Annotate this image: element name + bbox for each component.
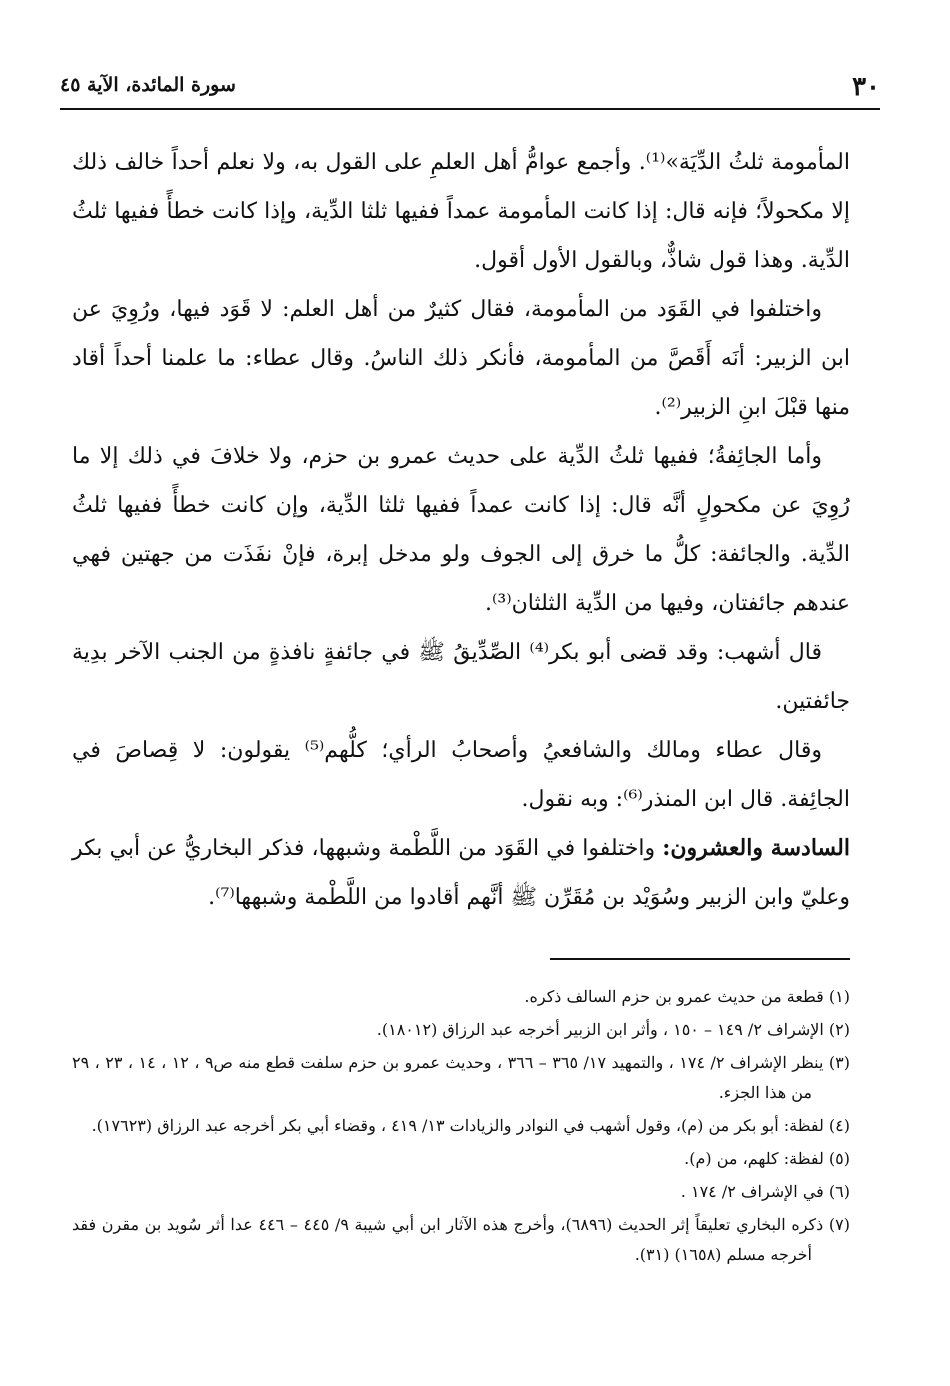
running-title: سورة المائدة، الآية ٤٥ [60, 74, 236, 96]
paragraph: المأمومة ثلثُ الدِّيَة»⁽¹⁾. وأجمع عوامُّ أهل العلمِ على القول به، ولا نعلم أحداً خالف ذلك إلا مكحولاً؛ فإنه قال: إذا كانت المأمومة عمداً ففيها ثلثا الدِّية، وإذا كانت خطأً ففيها ثلثُ الدِّية. وهذا قول شاذٌّ، وبالقول الأول أقول. [72, 150, 851, 273]
footnote: (٤) لفظة: أبو بكر من (م)، وقول أشهب في النوادر والزيادات ١٣/ ٤١٩ ، وقضاء أبي بكر أخرجه عبد الرزاق (١٧٦٢٣). [91, 1116, 850, 1135]
footnote: (٦) في الإشراف ٢/ ١٧٤ . [680, 1182, 850, 1201]
paragraph: وأما الجائِفةُ؛ ففيها ثلثُ الدِّية على حديث عمرو بن حزم، ولا خلافَ في ذلك إلا ما رُوِيَ عن مكحولٍ أنَّه قال: إذا كانت عمداً ففيها ثلثا الدِّية، وإن كانت خطأً ففيها ثلثُ الدِّية. والجائفة: كلُّ ما خرق إلى الجوف ولو مدخل إبرة، فإنْ نفَذَت من جهتين فهي عندهم جائفتان، وفيها من الدِّية الثلثان⁽³⁾. [72, 444, 850, 616]
page-number: ٣٠ [852, 72, 880, 102]
section-heading: السادسة والعشرون: [662, 835, 850, 861]
footnote: (٢) الإشراف ٢/ ١٤٩ – ١٥٠ ، وأثر ابن الزبير أخرجه عبد الرزاق (١٨٠١٢). [376, 1020, 850, 1039]
paragraph: واختلفوا في القَوَد من المأمومة، فقال كثيرٌ من أهل العلم: لا قَوَد فيها، ورُوِيَ عن ابن الزبير: أنَه أَقَصَّ من المأمومة، فأنكر ذلك الناسُ. وقال عطاء: ما علمنا أحداً أقاد منها قبْلَ ابنِ الزبير⁽²⁾. [72, 297, 850, 420]
footnotes [72, 982, 850, 1273]
header-rule [60, 108, 880, 110]
footnote: (٥) لفظة: كلهم، من (م). [684, 1149, 850, 1168]
footnote: (٣) ينظر الإشراف ٢/ ١٧٤ ، والتمهيد ١٧/ ٣٦٥ – ٣٦٦ ، وحديث عمرو بن حزم سلفت قطع منه ص٩ ، ١٢ ، ١٤ ، ٢٣ ، ٢٩ من هذا الجزء. [72, 1053, 850, 1102]
footnote: (١) قطعة من حديث عمرو بن حزم السالف ذكره. [524, 987, 850, 1006]
footnote-divider [550, 958, 850, 960]
paragraph [72, 824, 850, 922]
main-text [72, 138, 850, 922]
paragraph: قال أشهب: وقد قضى أبو بكر⁽⁴⁾ الصِّدِّيقُ ﷺ في جائفةٍ نافذةٍ من الجنب الآخر بدِية جائفتين. [72, 640, 850, 714]
section-text: واختلفوا في القَوَد من اللَّطْمة وشبهها، فذكر البخاريُّ عن أبي بكر وعليّ وابن الزبير وسُوَيْد بن مُقَرِّن ﷺ أنَّهم أقادوا من اللَّطْمة وشبهها⁽⁷⁾. [72, 836, 850, 910]
footnote: (٧) ذكره البخاري تعليقاً إثر الحديث (٦٨٩٦)، وأخرج هذه الآثار ابن أبي شيبة ٩/ ٤٤٥ – ٤٤٦ عدا أثر سُويد بن مقرن فقد أخرجه مسلم (١٦٥٨) (٣١). [72, 1215, 850, 1264]
page-header [60, 68, 880, 108]
paragraph: وقال عطاء ومالك والشافعيُ وأصحابُ الرأي؛ كلُّهم⁽⁵⁾ يقولون: لا قِصاصَ في الجائِفة. قال ابن المنذر⁽⁶⁾: وبه نقول. [72, 738, 850, 812]
